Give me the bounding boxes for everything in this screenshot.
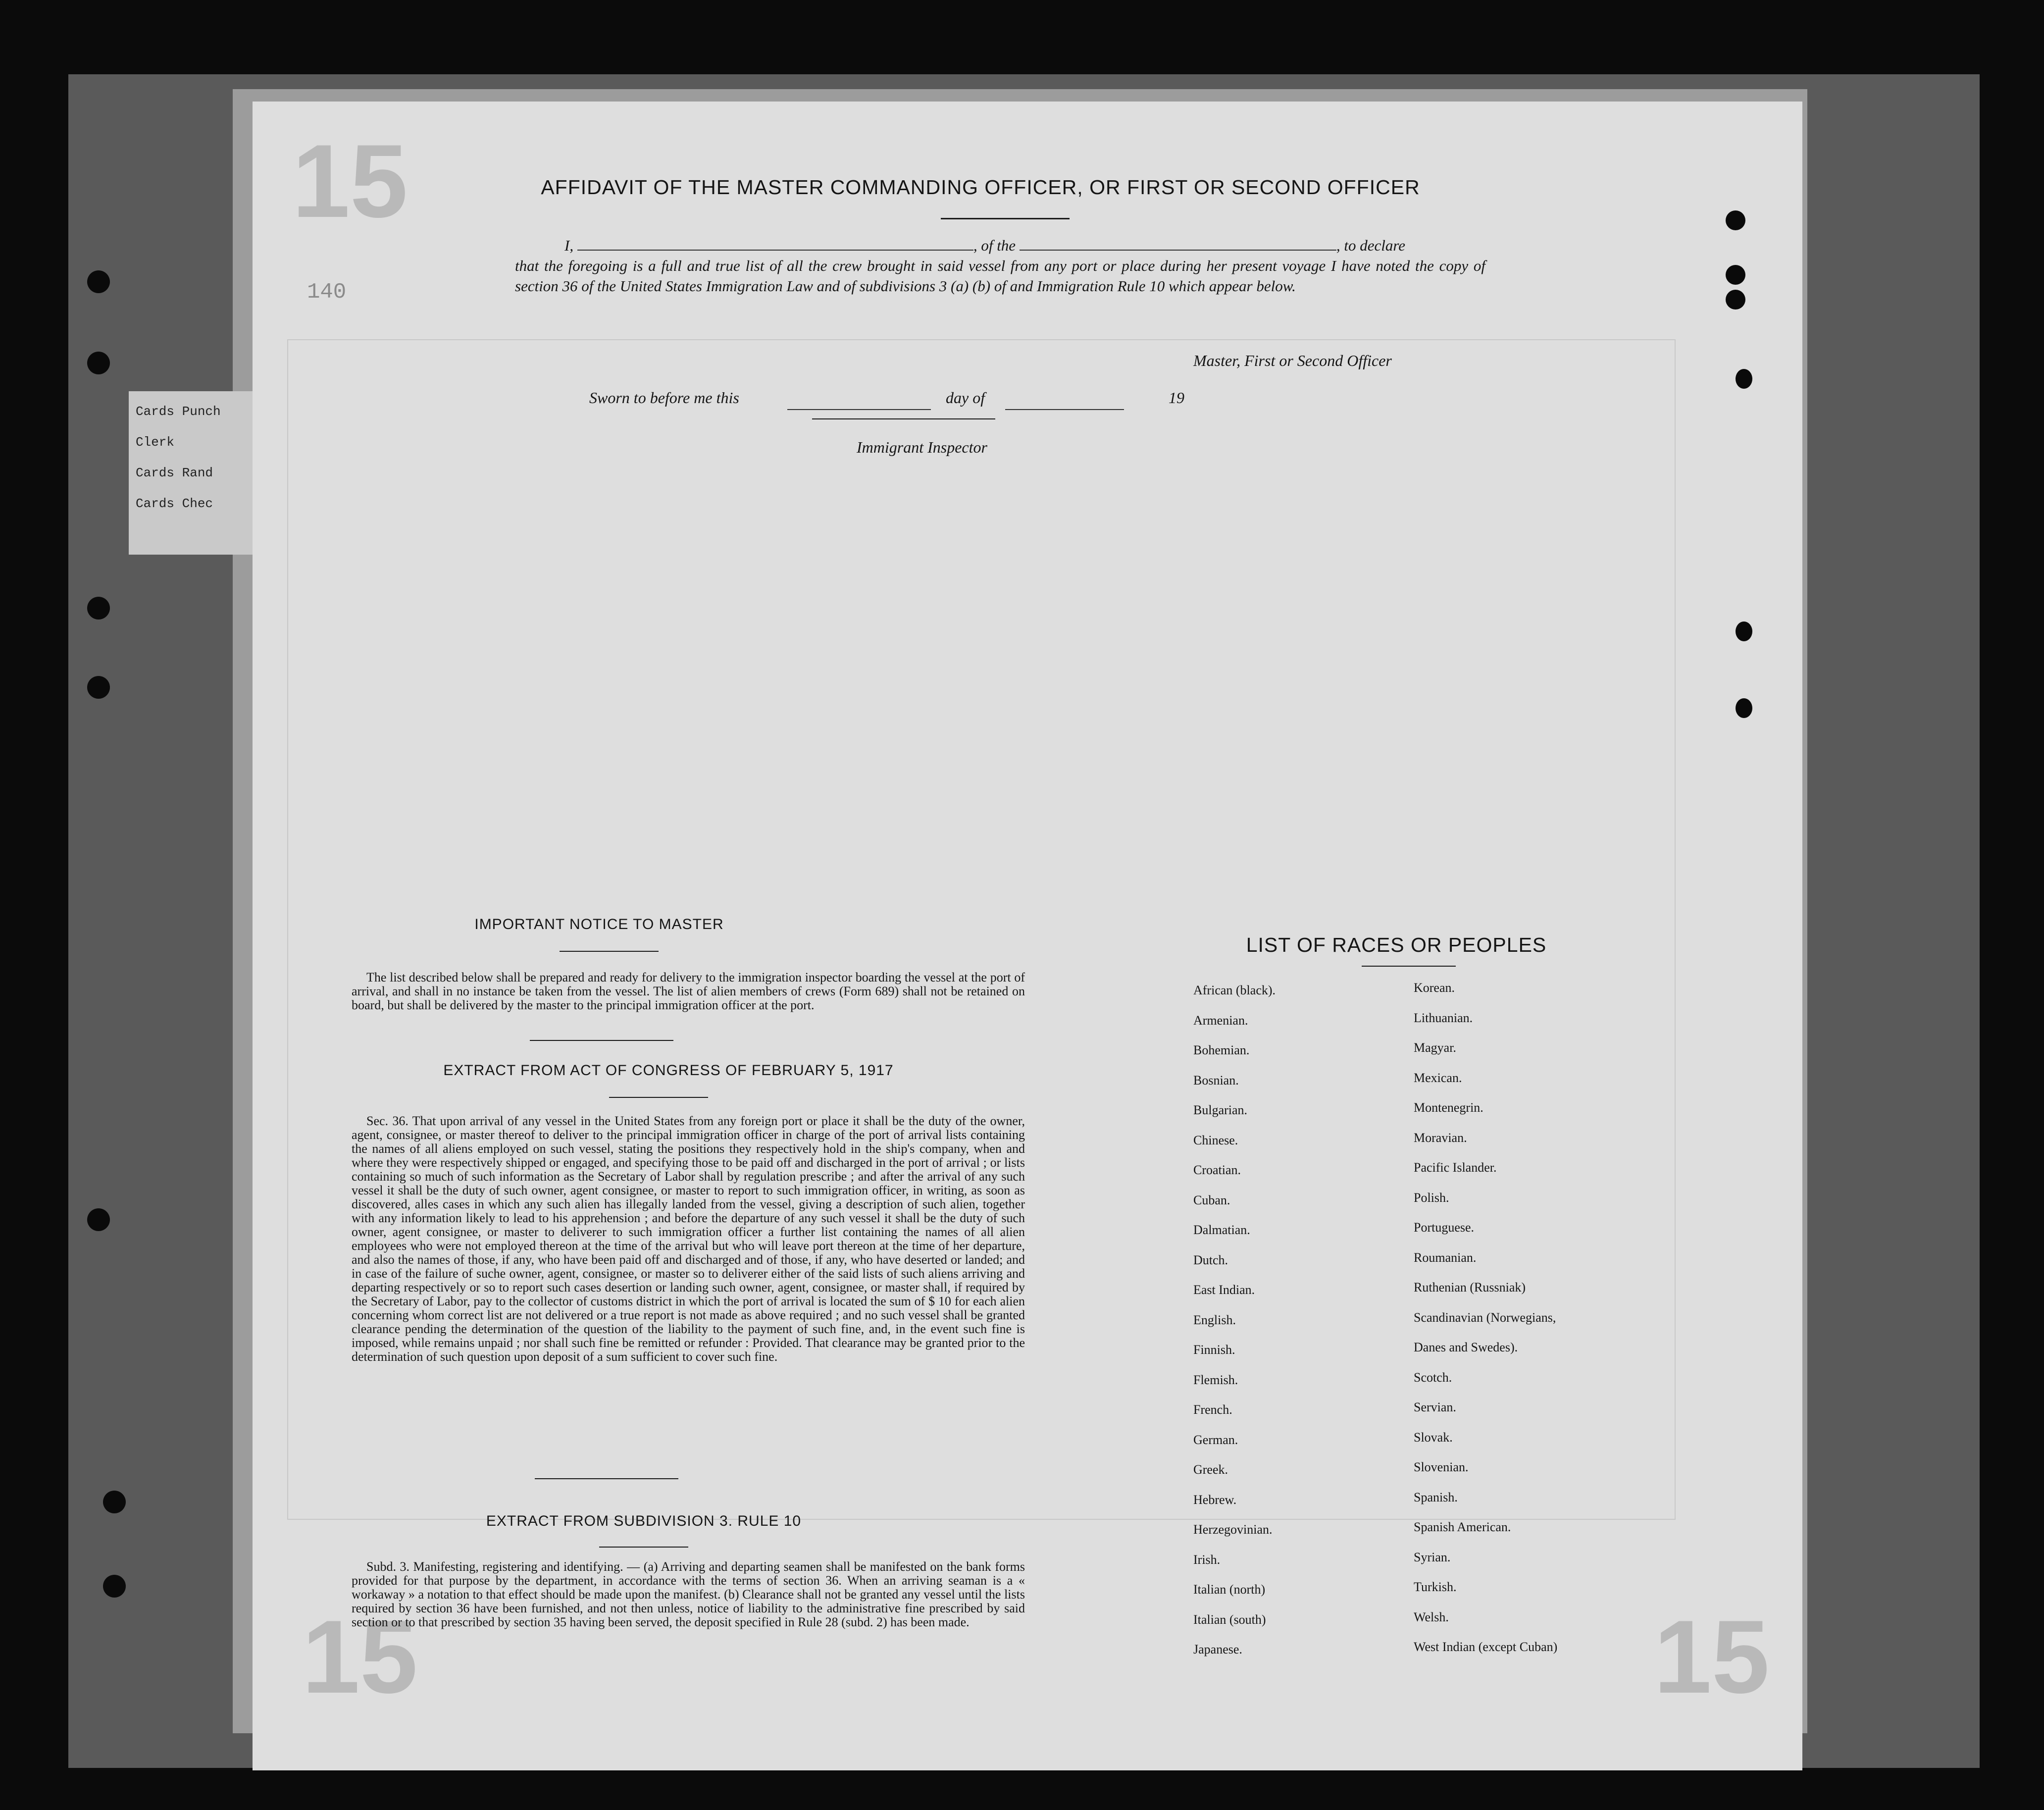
punch-hole: [87, 597, 110, 620]
inspector-label: Immigrant Inspector: [857, 438, 987, 456]
notice-heading: IMPORTANT NOTICE TO MASTER: [474, 916, 724, 932]
stub-line: Cards Punch: [136, 404, 221, 419]
races-underline: [1362, 966, 1456, 967]
rule-heading: EXTRACT FROM SUBDIVISION 3. RULE 10: [486, 1513, 802, 1529]
punch-hole: [87, 676, 110, 699]
race-item: Bosnian.: [1193, 1073, 1239, 1087]
race-item: Polish.: [1414, 1190, 1449, 1205]
race-item: Lithuanian.: [1414, 1010, 1473, 1025]
punch-hole: [1726, 290, 1745, 310]
race-item: Roumanian.: [1414, 1250, 1477, 1265]
page-number-bleed: 15: [292, 123, 408, 239]
race-item: Croatian.: [1193, 1163, 1241, 1177]
rule-underline: [599, 1547, 688, 1548]
notice-underline: [560, 951, 659, 952]
punch-hole: [87, 270, 110, 293]
race-item: Slovak.: [1414, 1430, 1453, 1445]
race-item: Magyar.: [1414, 1040, 1456, 1055]
race-item: Bulgarian.: [1193, 1103, 1248, 1117]
race-item: Flemish.: [1193, 1372, 1238, 1387]
race-item: Finnish.: [1193, 1343, 1235, 1357]
day-of-label: day of: [946, 389, 985, 407]
race-item: Greek.: [1193, 1462, 1228, 1477]
race-item: Herzegovinian.: [1193, 1522, 1273, 1537]
punch-hole: [103, 1575, 126, 1598]
race-item: French.: [1193, 1402, 1232, 1417]
of-the-label: , of the: [973, 237, 1016, 254]
race-item: Italian (north): [1193, 1582, 1266, 1597]
race-item: Japanese.: [1193, 1642, 1242, 1656]
race-item: West Indian (except Cuban): [1414, 1640, 1558, 1654]
act-text: Sec. 36. That upon arrival of any vessel in the United States from any foreign port or place it shall be the duty of the owner, agent, consignee, or master thereof to deliver to the principal immigration officer in charge of the port of arrival lists containing the names of all aliens employed on such vessel, stating the positions they respectively hold in the ship's company, when and where they were respectively shipped or engaged, and specifying those to be paid off and discharged in the port of arrival ; or lists containing so much of such information as the Secretary of Labor shall by regulation prescribe ; and after the arrival of any such vessel it shall be the duty of such owner, agent consignee, or master to report to such immigration officer, in writing, as soon as discovered, alles cases in which any such alien has illegally landed from the vessel, giving a description of such alien, together with any information likely to lead to his apprehension ; and before the departure of any such vessel it shall be the duty of such owner, agent consignee, or master to deliverer to such immigration officer a further list containing the names of all alien employees who were not employed thereon at the time of the arrival but who will leave port thereon at the time of her departure, and also the names of those, if any, who have been paid off and discharged and of those, if any, who have deserted or landed; and in case of the failure of suche owner, agent, consignee, or master so to deliverer either of the said lists of such aliens arriving and departing respectively or so to report such cases desertion or landing such owner, agent, consignee, or master shall, if required by the Secretary of Labor, pay to the collector of customs district in which the port of arrival is located the sum of $ 10 for each alien concerning whom correct list are not delivered or a true report is not made as above required ; and no such vessel shall be granted clearance pending the determination of the question of the liability to the payment of such fine, and, in the event such fine is imposed, while remains unpaid ; nor shall such fine be remitted or refunder : Provided. That clearance may be granted prior to the determination of such question upon deposit of a sum sufficient to cover such fine.: [352, 1114, 1025, 1364]
race-item: Moravian.: [1414, 1130, 1467, 1145]
race-item: Mexican.: [1414, 1070, 1462, 1085]
affidavit-title: AFFIDAVIT OF THE MASTER COMMANDING OFFICER, OR FIRST OR SECOND OFFICER: [541, 176, 1420, 199]
notice-text: The list described below shall be prepared and ready for delivery to the immigration inspector boarding the vessel at the port of arrival, and shall in no instance be taken from the vessel. The list of alien members of crews (Form 689) shall not be retained on board, but shall be delivered by the master to the principal immigration officer at the port.: [352, 970, 1025, 1012]
race-item: English.: [1193, 1312, 1236, 1327]
race-item: Welsh.: [1414, 1609, 1449, 1624]
punch-hole: [1736, 369, 1752, 389]
race-item: Scotch.: [1414, 1370, 1452, 1385]
race-item: Scandinavian (Norwegians,: [1414, 1310, 1556, 1325]
year-label: 19: [1169, 389, 1184, 407]
i-label: I,: [564, 237, 574, 254]
sworn-day-blank: [787, 396, 931, 410]
stub-line: Clerk: [136, 435, 175, 450]
race-item: Montenegrin.: [1414, 1100, 1483, 1115]
race-item: Turkish.: [1414, 1580, 1457, 1594]
stamp-number: 140: [307, 280, 347, 305]
punch-hole: [1726, 210, 1745, 230]
punch-hole: [1726, 265, 1745, 285]
race-item: Syrian.: [1414, 1550, 1451, 1564]
affidavit-page: [253, 102, 1802, 1770]
race-item: East Indian.: [1193, 1283, 1255, 1297]
race-item: Irish.: [1193, 1552, 1221, 1567]
race-item: Ruthenian (Russniak): [1414, 1280, 1526, 1294]
punch-hole: [1736, 698, 1752, 718]
processing-stub: [129, 391, 257, 555]
sworn-month-blank: [1005, 396, 1124, 410]
race-item: German.: [1193, 1432, 1238, 1447]
punch-hole: [87, 1208, 110, 1231]
race-item: Italian (south): [1193, 1612, 1266, 1627]
rule-text: Subd. 3. Manifesting, registering and identifying. — (a) Arriving and departing seamen shall be manifested on the bank forms provided for that purpose by the department, in accordance with the terms of section 36. When an arriving seaman is a « workaway » a notation to that effect should be made upon the manifest. (b) Clearance shall not be granted any vessel until the lists required by section 36 have been furnished, and not then unless, notice of liability to the administrative fine prescribed by said section or to that prescribed by section 35 having been served, the deposit specified in Rule 28 (subd. 2) has been made.: [352, 1559, 1025, 1629]
race-item: Pacific Islander.: [1414, 1160, 1497, 1175]
act-heading: EXTRACT FROM ACT OF CONGRESS OF FEBRUARY 5, 1917: [443, 1062, 894, 1079]
notice-rule: [530, 1040, 673, 1041]
stub-line: Cards Rand: [136, 465, 213, 480]
punch-hole: [103, 1491, 126, 1513]
vessel-blank: [1020, 237, 1336, 251]
punch-hole: [87, 352, 110, 374]
name-blank: [577, 237, 973, 251]
master-signature-label: Master, First or Second Officer: [1193, 352, 1392, 369]
races-title: LIST OF RACES OR PEOPLES: [1246, 933, 1547, 956]
page-number-bleed: 15: [302, 1599, 418, 1715]
race-item: Servian.: [1414, 1400, 1456, 1414]
act-rule: [535, 1478, 678, 1479]
inspector-signature-line: [812, 418, 995, 419]
affidavit-body: [515, 235, 1485, 296]
sworn-label: Sworn to before me this: [589, 389, 739, 407]
race-item: Dutch.: [1193, 1252, 1228, 1267]
race-item: Spanish.: [1414, 1490, 1458, 1504]
race-item: Armenian.: [1193, 1013, 1248, 1028]
race-item: African (black).: [1193, 983, 1276, 997]
race-item: Spanish American.: [1414, 1520, 1511, 1534]
race-item: Korean.: [1414, 981, 1455, 995]
race-item: Slovenian.: [1414, 1460, 1469, 1474]
race-item: Dalmatian.: [1193, 1223, 1250, 1237]
race-item: Danes and Swedes).: [1414, 1340, 1518, 1354]
race-item: Cuban.: [1193, 1192, 1230, 1207]
affidavit-statement: that the foregoing is a full and true list of all the crew brought in said vessel from any port or place during her present voyage I have noted the copy of section 36 of the United States Immigration Law and of subdivisions 3 (a) (b) of and Immigration Rule 10 which appear below.: [515, 257, 1485, 295]
race-item: Bohemian.: [1193, 1043, 1250, 1057]
race-item: Chinese.: [1193, 1133, 1238, 1147]
punch-hole: [1736, 621, 1752, 641]
act-underline: [609, 1097, 708, 1098]
title-underline: [941, 218, 1070, 219]
race-item: Hebrew.: [1193, 1492, 1237, 1507]
to-declare-label: , to declare: [1336, 237, 1405, 254]
page-number-bleed: 15: [1654, 1599, 1770, 1715]
stub-line: Cards Chec: [136, 496, 213, 511]
race-item: Portuguese.: [1414, 1220, 1475, 1235]
